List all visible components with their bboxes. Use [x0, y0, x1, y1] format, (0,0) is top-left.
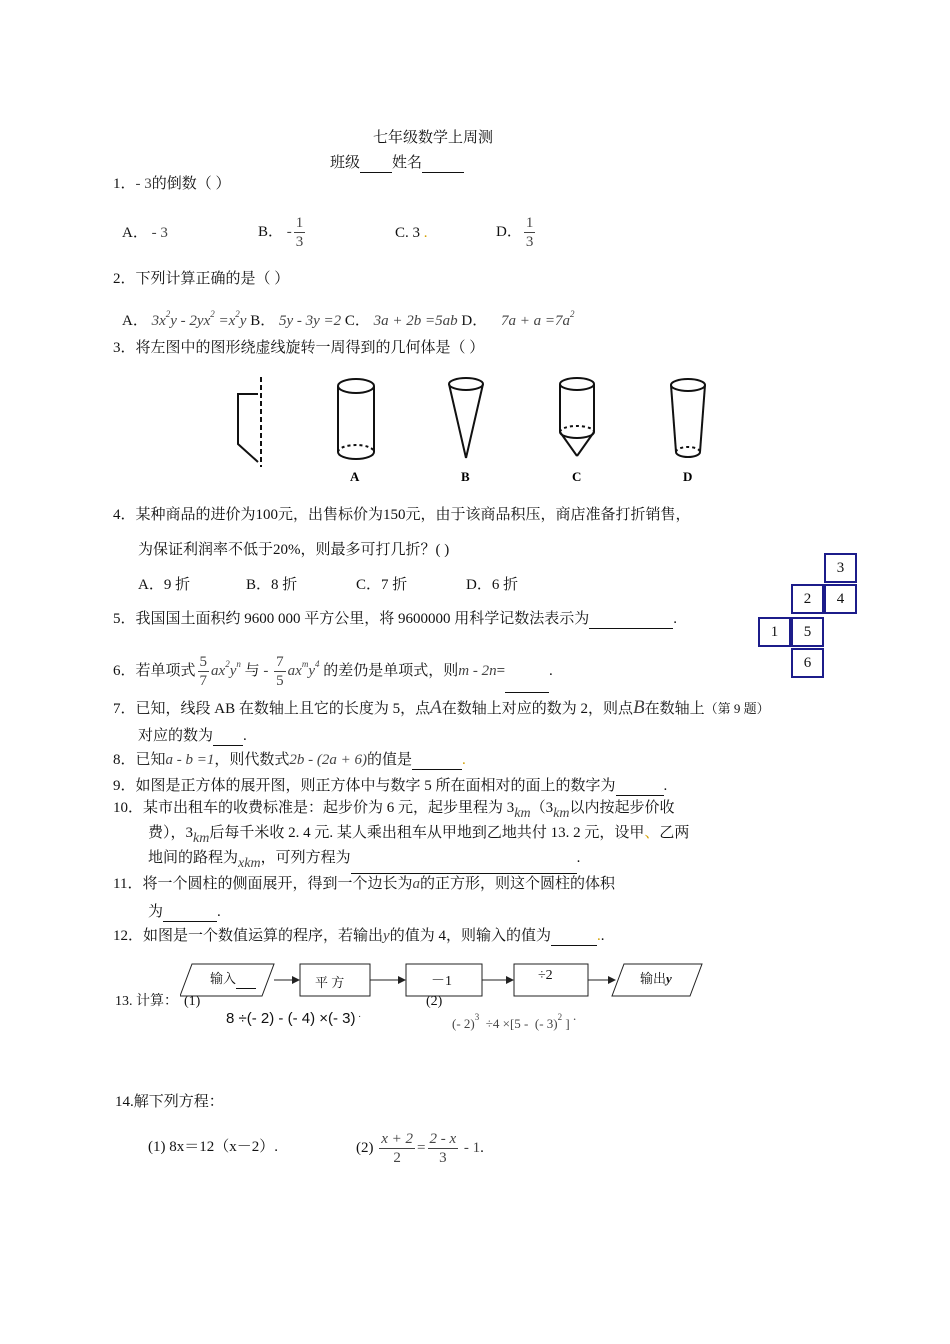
class-name-line: [330, 153, 464, 173]
flow-divide: ÷2: [538, 968, 553, 983]
question-number: 6．: [113, 663, 136, 679]
q6-post: 的差仍是单项式，则: [323, 663, 459, 679]
question-3: [113, 338, 484, 358]
frac-den: 3: [525, 234, 534, 251]
q7-line1c: 在数轴上: [644, 701, 705, 717]
net-face: 1: [758, 617, 791, 647]
stray-dot: .: [423, 225, 428, 241]
q4-option-c[interactable]: C．7 折: [356, 577, 408, 593]
var-y: y: [383, 928, 390, 944]
question-number: 12．: [113, 928, 144, 944]
name-blank[interactable]: [422, 158, 464, 173]
q7-line1a: 已知，线段 AB 在数轴上且它的长度为 5，点: [135, 701, 431, 717]
tail: .: [663, 778, 668, 794]
cube-net: [758, 553, 858, 681]
flow-output: [640, 969, 672, 989]
q4-line2: 为保证利润率不低于20%，则最多可打几折？( ): [138, 542, 450, 558]
q14-part2: (2) $\frac{x + 2}{2}$ = $\frac{2 - x}{3}$ - 1.: [356, 1131, 484, 1167]
frac-den: 3: [295, 234, 304, 251]
cylinder-cone-c-icon[interactable]: [560, 378, 594, 456]
page-title: 七年级数学上周测: [373, 130, 494, 146]
question-number: 1．: [113, 176, 136, 192]
tail: .: [243, 728, 247, 744]
q11-line1b: 的正方形，则这个圆柱的体积: [419, 876, 615, 892]
flow-minus: －1: [431, 974, 452, 989]
tail: .: [217, 904, 221, 920]
q10-answer-blank[interactable]: [351, 859, 577, 874]
q14-part1: (1) 8x＝12（x－2）.: [148, 1139, 278, 1155]
unit-km: km: [553, 806, 570, 821]
q3-figures: [220, 372, 740, 490]
question-7: [113, 698, 770, 719]
q4-option-b[interactable]: B．8 折: [246, 577, 298, 593]
tail: .: [576, 850, 581, 866]
question-11: [113, 874, 615, 894]
unit-km: km: [193, 831, 210, 846]
q14-part2-label: (2): [356, 1140, 374, 1156]
q10-line1c: 以内按起步价收: [569, 800, 675, 816]
q13-part1-expr: 8 ÷(- 2) - (- 4) ×(- 3) .: [226, 1009, 362, 1027]
q2-b-expr[interactable]: 5y - 3y =2: [278, 313, 342, 329]
option-sign: -: [286, 224, 292, 240]
figure-label-a: A: [350, 469, 360, 484]
q4-option-a[interactable]: A．9 折: [138, 577, 191, 593]
arrow-icon: [292, 976, 300, 984]
figure-label-b: B: [461, 469, 470, 484]
arrow-icon: [608, 976, 616, 984]
flow-output-var: y: [666, 971, 672, 986]
class-blank[interactable]: [360, 158, 392, 173]
q13-expr: 8 ÷(- 2) - (- 4) ×(- 3): [226, 1010, 356, 1027]
flow-input: [210, 969, 256, 989]
question-1: [113, 174, 231, 194]
class-label: 班级: [330, 155, 361, 171]
net-face: 6: [791, 648, 824, 678]
rotation-shape-icon: [238, 377, 261, 467]
figure-caption: （第 9 题）: [704, 701, 770, 716]
q1-text: 的倒数（ ）: [151, 176, 231, 192]
question-number: 3．: [113, 340, 136, 356]
option-label: A．: [122, 313, 148, 329]
q9-text: 如图是正方体的展开图，则正方体中与数字 5 所在面相对的面上的数字为: [135, 778, 616, 794]
q13-part2-expr: (- 2)$^3$ ÷4 ×[5 - (- 3)$^2$ ] .: [452, 1008, 577, 1031]
q13-label: 13. 计算：: [115, 994, 178, 1009]
q12-text2: 的值为 4，则输入的值为: [389, 928, 551, 944]
q8-condition: a - b =1: [165, 752, 215, 768]
q11-line2: [148, 902, 221, 922]
q7-line1b: 在数轴上对应的数为 2，则点: [441, 701, 633, 717]
q7-line2: [138, 726, 247, 746]
q4-option-d[interactable]: D．6 折: [466, 577, 519, 593]
q1-option-c[interactable]: [395, 223, 428, 243]
q4-line1: 某种商品的进价为100元，出售标价为150元，由于该商品积压，商店准备打折销售，: [135, 507, 691, 523]
q11-answer-blank[interactable]: [163, 907, 217, 922]
name-label: 姓名: [392, 155, 423, 171]
var-xkm: xkm: [238, 856, 261, 871]
cone-b-icon[interactable]: [449, 378, 483, 458]
q11-line2-text: 为: [148, 904, 164, 920]
q6-mid: 与: [244, 663, 260, 679]
flow-output-label: 输出: [640, 971, 667, 986]
arrow-icon: [398, 976, 406, 984]
q1-expr: - 3: [135, 176, 152, 192]
q10-line2c: 乙两: [659, 825, 690, 841]
q13-part1-label: (1): [184, 994, 201, 1009]
option-label: B．: [250, 313, 276, 329]
q3-text: 将左图中的图形绕虚线旋转一周得到的几何体是（ ）: [135, 340, 485, 356]
frac-num: 1: [525, 215, 534, 232]
tail: .: [673, 611, 678, 627]
q8-post: 的值是: [367, 752, 413, 768]
question-6: 6．若单项式 $\frac{5}{7}$ $ax^2y^n$ 与 - $\frac{7}{5}$ $ax^my^4$ 的差仍是单项式，则m - 2n= .: [113, 642, 553, 693]
frustum-d-icon[interactable]: [671, 379, 705, 457]
figure-label-c: C: [572, 469, 582, 484]
flow-input-label: 输入: [210, 971, 237, 986]
q9-answer-blank[interactable]: [616, 781, 664, 796]
arrow-icon: [506, 976, 514, 984]
q6-eq: =: [496, 663, 506, 679]
option-label: D．: [461, 313, 488, 329]
q6-answer-blank[interactable]: [505, 678, 549, 693]
q1-option-a[interactable]: [122, 223, 168, 243]
q10-line1a: 某市出租车的收费标准是：起步价为 6 元，起步里程为 3: [143, 800, 515, 816]
question-number: 10．: [113, 800, 144, 816]
question-9: [113, 776, 667, 796]
question-number: 5．: [113, 611, 136, 627]
option-label: D．: [496, 224, 522, 240]
tail: .: [600, 928, 605, 944]
question-13: [115, 992, 200, 1012]
q5-answer-blank[interactable]: [589, 614, 673, 629]
q13-part2-label: (2): [426, 994, 443, 1009]
question-number: 2．: [113, 271, 136, 287]
q10-line1b: （3: [530, 800, 554, 816]
net-face: 3: [824, 553, 857, 583]
q10-line2b: 后每千米收 2. 4 元. 某人乘出租车从甲地到乙地共付 13. 2 元，设甲: [209, 825, 645, 841]
q6-pre: 若单项式: [135, 663, 196, 679]
flow-input-blank[interactable]: [236, 976, 256, 989]
q2-c-expr[interactable]: 3a + 2b =5ab: [373, 313, 458, 329]
q1-option-b[interactable]: [258, 212, 307, 252]
net-face: 4: [824, 584, 857, 614]
stray-dot: .: [462, 752, 466, 768]
stray-dot: .: [596, 928, 601, 944]
q2-d-expr[interactable]: $7a + a =7a^2$: [501, 309, 575, 329]
question-5: [113, 609, 677, 629]
option-label: A．: [122, 225, 148, 241]
q7-line2-text: 对应的数为: [138, 728, 214, 744]
q7-answer-blank[interactable]: [213, 731, 243, 746]
question-4: [113, 505, 691, 525]
question-number: 8．: [113, 752, 136, 768]
q10-line2: 费），3km后每千米收 2. 4 元. 某人乘出租车从甲地到乙地共付 13. 2 元，设甲、乙两: [148, 825, 690, 846]
question-8: [113, 750, 466, 770]
net-face: 5: [791, 617, 824, 647]
q10-line3b: ，可列方程为: [260, 850, 351, 866]
q10-line2a: 费），3: [148, 825, 194, 841]
question-number: 4．: [113, 507, 136, 523]
option-label: B．: [258, 224, 284, 240]
cylinder-a-icon[interactable]: [338, 379, 374, 459]
q10-line3a: 地间的路程为: [148, 850, 239, 866]
q8-expr: 2b - (2a + 6): [289, 752, 368, 768]
q6-expr: m - 2n: [458, 663, 497, 679]
q2-a-expr[interactable]: $3x^2y - 2yx^2 =x^2y$: [151, 309, 247, 329]
net-face: 2: [791, 584, 824, 614]
point-a: A: [430, 697, 442, 718]
option-label: C．: [344, 313, 370, 329]
q2-options: [122, 304, 575, 331]
option-value: C. 3: [395, 225, 421, 241]
q12-answer-blank[interactable]: [551, 931, 597, 946]
question-12: [113, 926, 604, 946]
tail: .: [549, 663, 553, 679]
q8-pre: 已知: [135, 752, 166, 768]
q8-mid: ，则代数式: [214, 752, 290, 768]
flow-square: 平 方: [315, 975, 345, 990]
question-number: 11．: [113, 876, 143, 892]
q10-line3: [148, 848, 580, 874]
q12-text: 如图是一个数值运算的程序，若输出: [143, 928, 384, 944]
option-value: - 3: [151, 225, 168, 241]
question-14: 14.解下列方程：: [115, 1094, 224, 1110]
question-number: 7．: [113, 701, 136, 717]
point-b: B: [632, 697, 645, 718]
var-a: a: [412, 876, 420, 892]
unit-km: km: [514, 806, 531, 821]
figure-label-d: D: [683, 469, 693, 484]
q8-answer-blank[interactable]: [412, 755, 462, 770]
question-number: 9．: [113, 778, 136, 794]
question-10: [113, 798, 674, 824]
frac-num: 1: [295, 215, 304, 232]
q2-text: 下列计算正确的是（ ）: [135, 271, 290, 287]
q11-line1a: 将一个圆柱的侧面展开，得到一个边长为: [142, 876, 413, 892]
q1-option-d[interactable]: [496, 212, 537, 252]
question-2: [113, 269, 289, 289]
q5-text: 我国国土面积约 9600 000 平方公里，将 9600000 用科学记数法表示为: [135, 611, 590, 627]
